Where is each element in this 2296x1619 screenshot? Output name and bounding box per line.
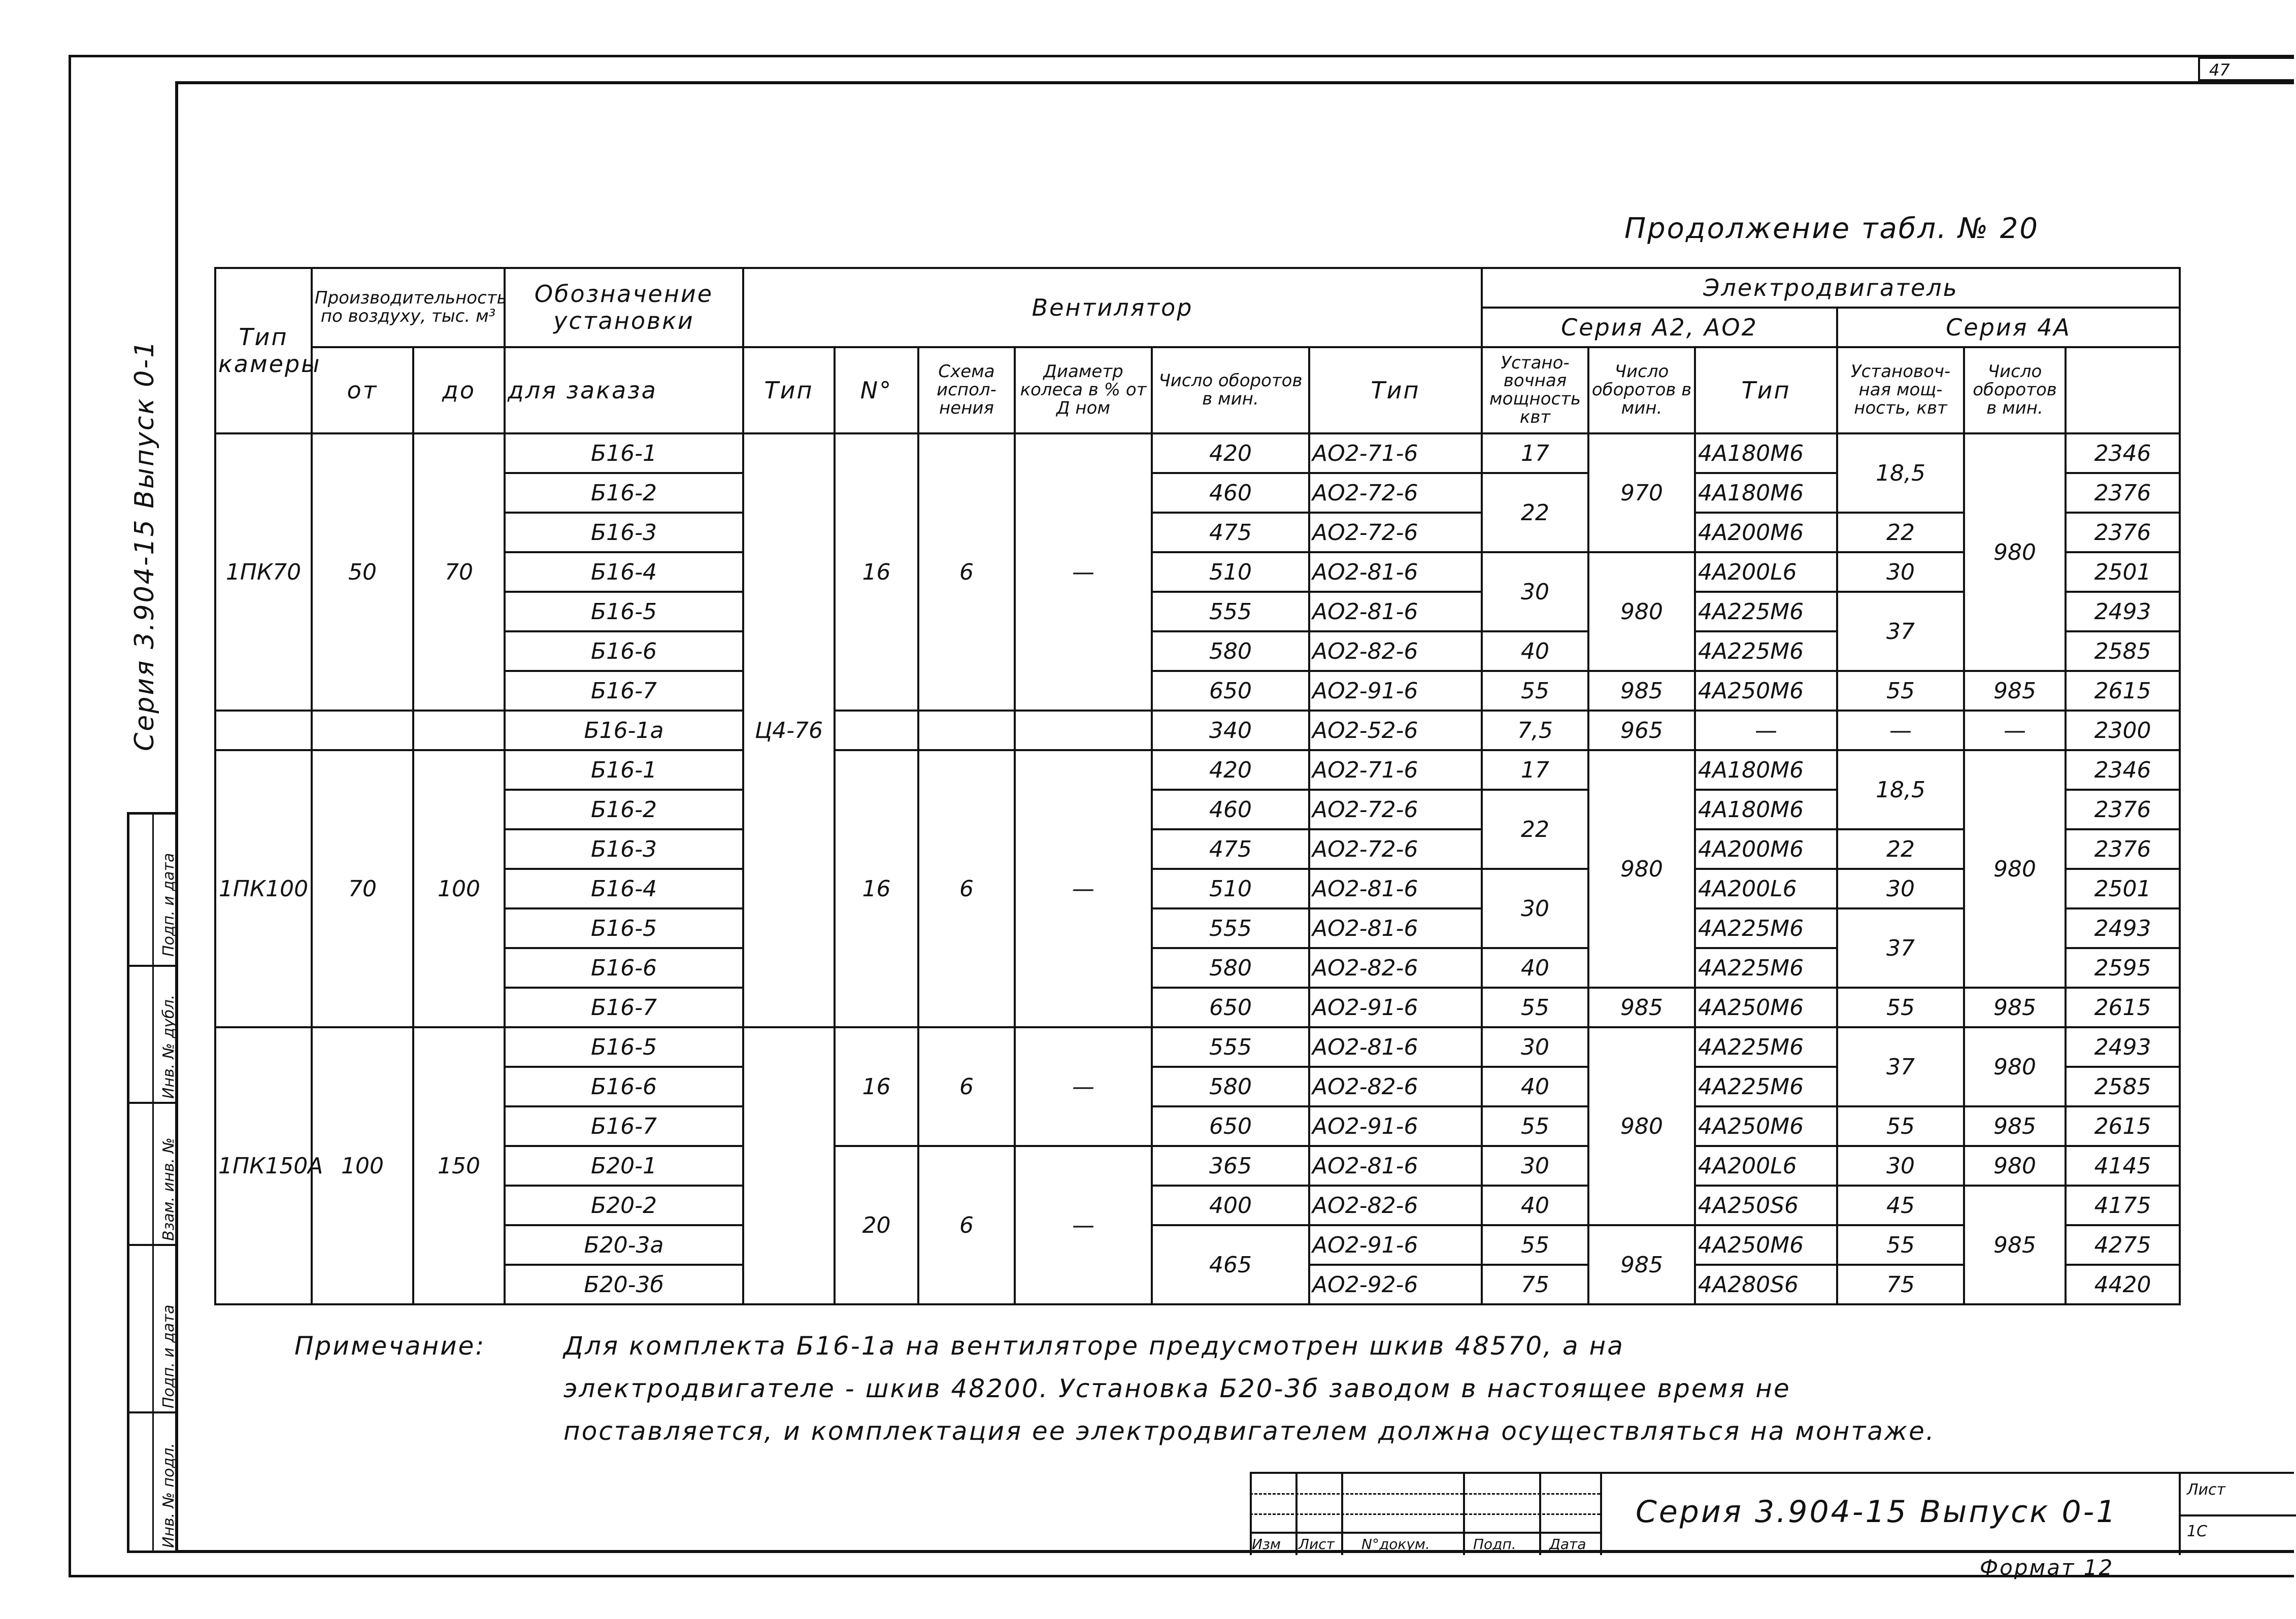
continuation-label: Продолжение табл. № 20 [1624, 212, 2040, 245]
note-title: Примечание: [294, 1331, 486, 1361]
designation-cell: Б16-5 [505, 1027, 743, 1067]
motor-b-rpm-cell: 980 [1964, 1146, 2066, 1186]
motor-a-kw-cell: 55 [1482, 1106, 1588, 1146]
mass-cell: 2346 [2066, 750, 2180, 790]
motor-a-kw-cell: 22 [1482, 473, 1588, 552]
motor-b-kw-cell: 37 [1837, 592, 1964, 671]
motor-a-kw-cell: 40 [1482, 1186, 1588, 1225]
motor-b-type-cell: 4А225М6 [1695, 1027, 1837, 1067]
sheet-label: Лист [2187, 1481, 2226, 1499]
motor-b-kw-cell: 37 [1837, 1027, 1964, 1106]
fan-rpm-cell: 475 [1152, 829, 1309, 869]
motor-b-type-cell: 4А180М6 [1695, 473, 1837, 513]
mass-cell: 2346 [2066, 433, 2180, 473]
hdr-fan-type: Тип [743, 347, 835, 433]
designation-cell: Б16-5 [505, 908, 743, 948]
motor-a-type-cell: АО2-72-6 [1309, 513, 1482, 552]
motor-a-type-cell: АО2-71-6 [1309, 750, 1482, 790]
designation-cell: Б20-3а [505, 1225, 743, 1265]
motor-b-type-cell: 4А200L6 [1695, 1146, 1837, 1186]
table-row [215, 988, 2180, 1027]
hdr-camera-type: Тип камеры [215, 268, 312, 433]
hdr-fan-no: N° [835, 347, 918, 433]
motor-b-type-cell: 4А250М6 [1695, 671, 1837, 711]
motor-a-type-cell: АО2-81-6 [1309, 552, 1482, 592]
hdr-motor-type-a: Тип [1309, 347, 1482, 433]
hdr-motor-power-b: Установоч-ная мощ-ность, квт [1837, 347, 1964, 433]
table-row [215, 671, 2180, 711]
mass-cell: 2300 [2066, 711, 2180, 750]
motor-b-type-cell: 4А180М6 [1695, 750, 1837, 790]
motor-a-type-cell: АО2-71-6 [1309, 433, 1482, 473]
motor-a-type-cell: АО2-81-6 [1309, 1146, 1482, 1186]
hdr-motor-rpm-a: Число оборотов в мин. [1588, 347, 1695, 433]
hdr-designation: Обозначение установки [505, 268, 743, 347]
motor-b-kw-cell: 55 [1837, 671, 1964, 711]
motor-a-kw-cell: 22 [1482, 790, 1588, 869]
motor-b-type-cell: — [1695, 711, 1837, 750]
mass-cell: 2585 [2066, 1067, 2180, 1106]
designation-cell: Б16-7 [505, 988, 743, 1027]
fan-rpm-cell: 580 [1152, 1067, 1309, 1106]
motor-b-kw-cell: 22 [1837, 513, 1964, 552]
designation-cell: Б16-1 [505, 433, 743, 473]
motor-a-rpm-cell: 980 [1588, 552, 1695, 671]
motor-a-type-cell: АО2-92-6 [1309, 1265, 1482, 1304]
designation-cell: Б16-1 [505, 750, 743, 790]
format-label: Формат 12 [1980, 1555, 2114, 1580]
motor-a-kw-cell: 30 [1482, 552, 1588, 631]
table-row [215, 829, 2180, 869]
motor-b-type-cell: 4А225М6 [1695, 948, 1837, 988]
mass-cell: 2376 [2066, 829, 2180, 869]
fan-no-cell: 16 [835, 433, 918, 711]
designation-cell: Б16-4 [505, 552, 743, 592]
mass-cell: 2493 [2066, 908, 2180, 948]
motor-a-kw-cell: 30 [1482, 1027, 1588, 1067]
fan-rpm-cell: 420 [1152, 433, 1309, 473]
sheet-box [2179, 1474, 2296, 1555]
stamp-cell [129, 815, 178, 967]
stamp-cell [129, 967, 178, 1104]
motor-b-type-cell: 4А250М6 [1695, 988, 1837, 1027]
side-series-label: Серия 3.904-15 Выпуск 0-1 [129, 339, 160, 751]
table-row [215, 711, 2180, 750]
mass-cell: 2376 [2066, 790, 2180, 829]
hdr-motor-power-a: Устано-вочная мощность квт [1482, 347, 1588, 433]
mass-cell: 2493 [2066, 592, 2180, 631]
motor-b-rpm-cell: 980 [1964, 1027, 2066, 1106]
fan-rpm-cell: 400 [1152, 1186, 1309, 1225]
motor-a-type-cell: АО2-72-6 [1309, 829, 1482, 869]
motor-a-rpm-cell: 985 [1588, 1225, 1695, 1304]
hdr-designation-sub: для заказа [505, 347, 743, 433]
designation-cell: Б20-2 [505, 1186, 743, 1225]
motor-b-type-cell: 4А180М6 [1695, 790, 1837, 829]
sheet-value: 1С [2187, 1523, 2208, 1540]
fan-diameter-cell: — [1015, 750, 1152, 1027]
motor-b-rpm-cell: 980 [1964, 750, 2066, 988]
motor-a-type-cell: АО2-91-6 [1309, 1106, 1482, 1146]
motor-b-type-cell: 4А180М6 [1695, 433, 1837, 473]
designation-cell: Б16-2 [505, 473, 743, 513]
table-row [215, 908, 2180, 948]
motor-b-type-cell: 4А200М6 [1695, 513, 1837, 552]
mass-cell: 2615 [2066, 671, 2180, 711]
caption-sheet: Лист [1299, 1536, 1335, 1553]
grid-line [1250, 1493, 1600, 1495]
designation-cell: Б16-2 [505, 790, 743, 829]
motor-b-type-cell: 4А225М6 [1695, 631, 1837, 671]
motor-b-rpm-cell: 985 [1964, 1106, 2066, 1146]
motor-a-kw-cell: 75 [1482, 1265, 1588, 1304]
mass-cell: 2376 [2066, 513, 2180, 552]
fan-rpm-cell: 460 [1152, 473, 1309, 513]
motor-a-type-cell: АО2-72-6 [1309, 790, 1482, 829]
fan-rpm-cell: 460 [1152, 790, 1309, 829]
motor-a-type-cell: АО2-82-6 [1309, 1186, 1482, 1225]
motor-a-type-cell: АО2-81-6 [1309, 908, 1482, 948]
fan-diameter-cell: — [1015, 1027, 1152, 1146]
to-cell [413, 711, 505, 750]
motor-a-kw-cell: 17 [1482, 750, 1588, 790]
from-cell: 100 [312, 1027, 413, 1304]
hdr-motor-type-b: Тип [1695, 347, 1837, 433]
fan-rpm-cell: 465 [1152, 1225, 1309, 1304]
table-row [215, 750, 2180, 790]
camera-cell: 1ПК150А [215, 1027, 312, 1304]
fan-rpm-cell: 650 [1152, 988, 1309, 1027]
motor-fan-table [214, 267, 2181, 1305]
mass-cell: 4420 [2066, 1265, 2180, 1304]
motor-b-type-cell: 4А250М6 [1695, 1106, 1837, 1146]
fan-scheme-cell: 6 [918, 1027, 1015, 1146]
hdr-from: от [312, 347, 413, 433]
fan-no-cell: 16 [835, 1027, 918, 1146]
motor-b-kw-cell: 55 [1837, 1106, 1964, 1146]
designation-cell: Б16-7 [505, 1106, 743, 1146]
motor-b-kw-cell: 30 [1837, 552, 1964, 592]
motor-b-rpm-cell: 985 [1964, 671, 2066, 711]
motor-b-rpm-cell: 985 [1964, 988, 2066, 1027]
caption-signature: Подп. [1473, 1536, 1516, 1553]
motor-a-kw-cell: 55 [1482, 671, 1588, 711]
motor-a-kw-cell: 40 [1482, 631, 1588, 671]
to-cell: 100 [413, 750, 505, 1027]
motor-a-type-cell: АО2-81-6 [1309, 592, 1482, 631]
note-line: электродвигателе - шкив 48200. Установка Б20-3б заводом в настоящее время не [563, 1374, 1791, 1403]
mass-cell: 2501 [2066, 552, 2180, 592]
motor-a-kw-cell: 55 [1482, 988, 1588, 1027]
designation-cell: Б16-5 [505, 592, 743, 631]
caption-document: N°докум. [1361, 1536, 1430, 1553]
fan-no-cell: 16 [835, 750, 918, 1027]
motor-a-type-cell: АО2-91-6 [1309, 671, 1482, 711]
camera-cell: 1ПК100 [215, 750, 312, 1027]
grid-line [1250, 1513, 1600, 1515]
hdr-motor-rpm-b: Число оборотов в мин. [1964, 347, 2066, 433]
motor-a-rpm-cell: 980 [1588, 1027, 1695, 1225]
table-row [215, 513, 2180, 552]
mass-cell: 4175 [2066, 1186, 2180, 1225]
mass-cell: 2615 [2066, 1106, 2180, 1146]
note-line: поставляется, и комплектация ее электродвигателем должна осуществляться на монтаже. [563, 1416, 1936, 1446]
designation-cell: Б16-6 [505, 1067, 743, 1106]
motor-b-rpm-cell: — [1964, 711, 2066, 750]
mass-cell: 2376 [2066, 473, 2180, 513]
motor-a-type-cell: АО2-91-6 [1309, 988, 1482, 1027]
fan-no-cell: 20 [835, 1146, 918, 1304]
motor-b-type-cell: 4А225М6 [1695, 1067, 1837, 1106]
table-row [215, 552, 2180, 592]
motor-a-kw-cell: 30 [1482, 1146, 1588, 1186]
motor-a-type-cell: АО2-82-6 [1309, 631, 1482, 671]
fan-rpm-cell: 555 [1152, 908, 1309, 948]
mass-cell: 2493 [2066, 1027, 2180, 1067]
fan-rpm-cell: 510 [1152, 552, 1309, 592]
table-row [215, 1027, 2180, 1067]
fan-rpm-cell: 340 [1152, 711, 1309, 750]
motor-b-kw-cell: 55 [1837, 988, 1964, 1027]
table-row [215, 1106, 2180, 1146]
hdr-motor: Электродвигатель [1482, 268, 2180, 308]
hdr-fan-rpm: Число оборотов в мин. [1152, 347, 1309, 433]
to-cell: 150 [413, 1027, 505, 1304]
motor-b-type-cell: 4А250М6 [1695, 1225, 1837, 1265]
motor-a-rpm-cell: 985 [1588, 671, 1695, 711]
table-row [215, 869, 2180, 908]
motor-a-rpm-cell: 970 [1588, 433, 1695, 552]
motor-a-kw-cell: 40 [1482, 948, 1588, 988]
motor-a-type-cell: АО2-72-6 [1309, 473, 1482, 513]
fan-rpm-cell: 580 [1152, 631, 1309, 671]
designation-cell: Б20-1 [505, 1146, 743, 1186]
fan-rpm-cell: 510 [1152, 869, 1309, 908]
motor-a-type-cell: АО2-52-6 [1309, 711, 1482, 750]
title-series: Серия 3.904-15 Выпуск 0-1 [1636, 1494, 2118, 1530]
motor-b-rpm-cell: 985 [1964, 1186, 2066, 1304]
fan-rpm-cell: 650 [1152, 1106, 1309, 1146]
fan-rpm-cell: 365 [1152, 1146, 1309, 1186]
motor-a-type-cell: АО2-82-6 [1309, 1067, 1482, 1106]
camera-cell [215, 711, 312, 750]
motor-b-type-cell: 4А250S6 [1695, 1186, 1837, 1225]
title-block [1250, 1472, 2294, 1555]
table-row [215, 1146, 2180, 1186]
from-cell [312, 711, 413, 750]
hdr-series-b: Серия 4А [1837, 308, 2180, 347]
fan-rpm-cell: 555 [1152, 592, 1309, 631]
sheet-number: 47 [2198, 57, 2294, 81]
designation-cell: Б20-3б [505, 1265, 743, 1304]
table-row [215, 1225, 2180, 1265]
motor-a-kw-cell: 17 [1482, 433, 1588, 473]
to-cell: 70 [413, 433, 505, 711]
from-cell: 50 [312, 433, 413, 711]
motor-b-kw-cell: 37 [1837, 908, 1964, 988]
grid-line [1250, 1532, 1600, 1534]
motor-b-kw-cell: 22 [1837, 829, 1964, 869]
fan-diameter-cell [1015, 711, 1152, 750]
grid-line [1600, 1474, 1602, 1555]
fan-scheme-cell: 6 [918, 1146, 1015, 1304]
motor-a-kw-cell: 40 [1482, 1067, 1588, 1106]
fan-scheme-cell: 6 [918, 433, 1015, 711]
stamp-label: Инв. № дубл. [160, 994, 178, 1099]
hdr-fan-scheme: Схема испол-нения [918, 347, 1015, 433]
stamp-label: Взам. инв. № [160, 1137, 178, 1241]
designation-cell: Б16-3 [505, 829, 743, 869]
stamp-cell [129, 1104, 178, 1246]
stamp-label: Подп. и дата [160, 853, 178, 957]
camera-cell: 1ПК70 [215, 433, 312, 711]
motor-a-rpm-cell: 980 [1588, 750, 1695, 988]
caption-change: Изм [1252, 1536, 1281, 1553]
table-row [215, 1186, 2180, 1225]
mass-cell: 2501 [2066, 869, 2180, 908]
designation-cell: Б16-4 [505, 869, 743, 908]
stamp-cell [129, 1413, 178, 1553]
motor-b-type-cell: 4А225М6 [1695, 592, 1837, 631]
caption-date: Дата [1549, 1536, 1586, 1553]
fan-diameter-cell: — [1015, 1146, 1152, 1304]
stamp-column [127, 812, 178, 1553]
fan-no-cell [835, 711, 918, 750]
grid-line [2181, 1514, 2296, 1516]
motor-a-kw-cell: 7,5 [1482, 711, 1588, 750]
motor-b-kw-cell: 55 [1837, 1225, 1964, 1265]
motor-b-type-cell: 4А200М6 [1695, 829, 1837, 869]
fan-rpm-cell: 475 [1152, 513, 1309, 552]
fan-type-cell: Ц4-76 [743, 433, 835, 1027]
revision-grid [1250, 1474, 1600, 1555]
designation-cell: Б16-6 [505, 631, 743, 671]
motor-b-type-cell: 4А200L6 [1695, 869, 1837, 908]
mass-cell: 2595 [2066, 948, 2180, 988]
hdr-capacity: Производительность по воздуху, тыс. м³ [312, 268, 505, 347]
table-row [215, 433, 2180, 473]
stamp-label: Инв. № подл. [160, 1443, 178, 1548]
motor-a-type-cell: АО2-81-6 [1309, 1027, 1482, 1067]
designation-cell: Б16-1а [505, 711, 743, 750]
motor-b-kw-cell: 75 [1837, 1265, 1964, 1304]
fan-rpm-cell: 650 [1152, 671, 1309, 711]
fan-rpm-cell: 580 [1152, 948, 1309, 988]
fan-diameter-cell: — [1015, 433, 1152, 711]
motor-b-kw-cell: 18,5 [1837, 750, 1964, 829]
stamp-label: Подп. и дата [160, 1304, 178, 1408]
fan-rpm-cell: 555 [1152, 1027, 1309, 1067]
stamp-cell [129, 1246, 178, 1413]
fan-rpm-cell: 420 [1152, 750, 1309, 790]
motor-a-rpm-cell: 965 [1588, 711, 1695, 750]
motor-b-type-cell: 4А225М6 [1695, 908, 1837, 948]
mass-cell: 4145 [2066, 1146, 2180, 1186]
hdr-to: до [413, 347, 505, 433]
motor-b-kw-cell: — [1837, 711, 1964, 750]
fan-type-cell [743, 1027, 835, 1304]
motor-b-kw-cell: 30 [1837, 1146, 1964, 1186]
motor-b-kw-cell: 30 [1837, 869, 1964, 908]
fan-scheme-cell: 6 [918, 750, 1015, 1027]
motor-b-rpm-cell: 980 [1964, 433, 2066, 671]
hdr-series-a: Серия А2, АО2 [1482, 308, 1837, 347]
hdr-fan: Вентилятор [743, 268, 1482, 347]
motor-b-kw-cell: 18,5 [1837, 433, 1964, 513]
motor-a-kw-cell: 55 [1482, 1225, 1588, 1265]
hdr-fan-diameter: Диаметр колеса в % от Д ном [1015, 347, 1152, 433]
mass-cell: 2585 [2066, 631, 2180, 671]
fan-scheme-cell [918, 711, 1015, 750]
motor-b-type-cell: 4А200L6 [1695, 552, 1837, 592]
from-cell: 70 [312, 750, 413, 1027]
motor-b-kw-cell: 45 [1837, 1186, 1964, 1225]
mass-cell: 2615 [2066, 988, 2180, 1027]
note-line: Для комплекта Б16-1а на вентиляторе предусмотрен шкив 48570, а на [563, 1331, 1624, 1361]
motor-b-type-cell: 4А280S6 [1695, 1265, 1837, 1304]
designation-cell: Б16-7 [505, 671, 743, 711]
table-row [215, 592, 2180, 631]
motor-a-type-cell: АО2-91-6 [1309, 1225, 1482, 1265]
motor-a-rpm-cell: 985 [1588, 988, 1695, 1027]
designation-cell: Б16-6 [505, 948, 743, 988]
motor-a-type-cell: АО2-82-6 [1309, 948, 1482, 988]
motor-a-type-cell: АО2-81-6 [1309, 869, 1482, 908]
motor-a-kw-cell: 30 [1482, 869, 1588, 948]
mass-cell: 4275 [2066, 1225, 2180, 1265]
designation-cell: Б16-3 [505, 513, 743, 552]
